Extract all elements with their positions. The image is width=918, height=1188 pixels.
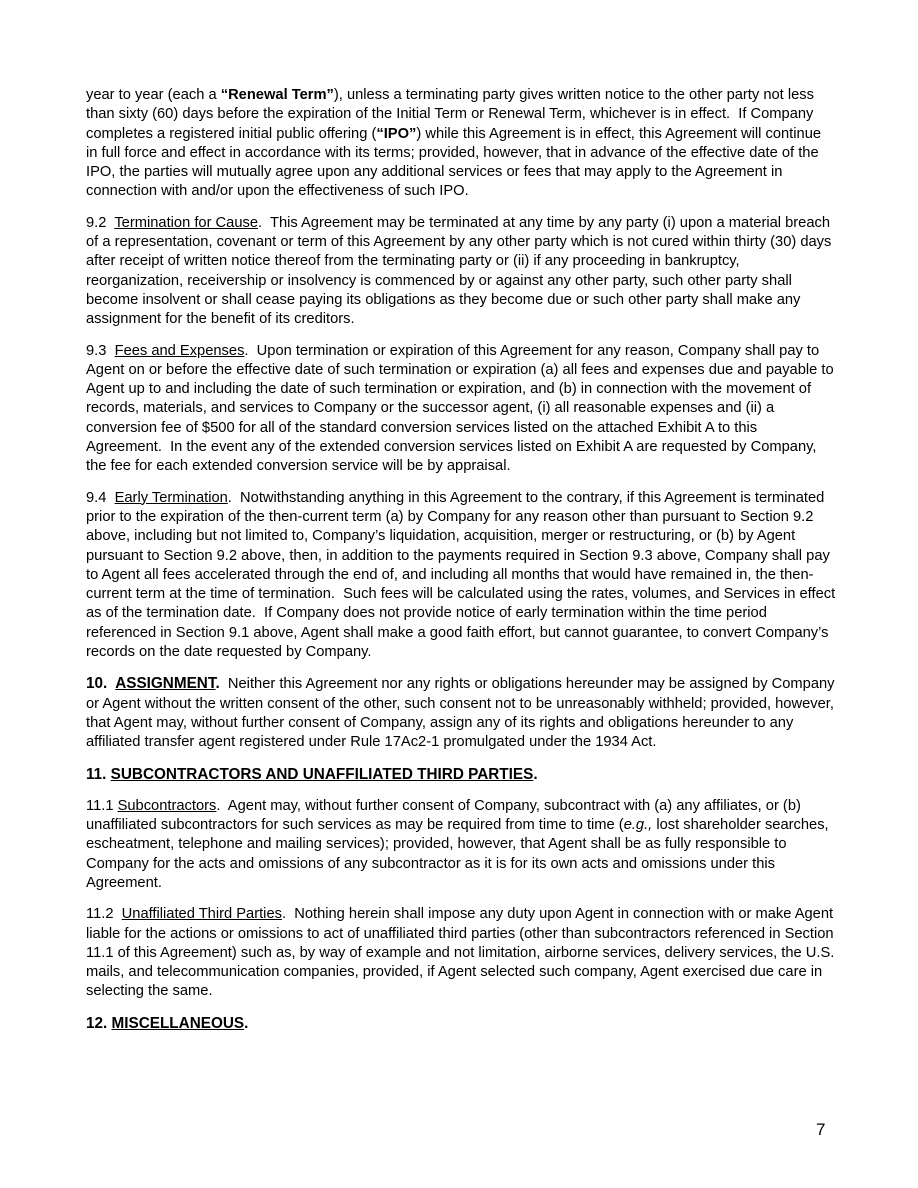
defined-term-ipo: “IPO” [376, 125, 417, 142]
section-number: 10. [86, 675, 116, 693]
paragraph-section-9-3 [86, 342, 836, 477]
section-subtitle-unaffiliated-third-parties: Unaffiliated Third Parties [121, 906, 282, 923]
section-number: 11. [86, 765, 111, 783]
section-title-period: . [244, 1014, 249, 1032]
latin-abbreviation-eg: e.g., [623, 817, 653, 834]
heading-section-11 [86, 765, 836, 785]
paragraph-section-11-1 [86, 797, 836, 893]
section-title-miscellaneous: MISCELLANEOUS [111, 1014, 245, 1032]
defined-term-renewal-term: “Renewal Term” [220, 87, 334, 103]
section-number: 11.1 [86, 797, 118, 814]
paragraph-renewal-term [86, 86, 836, 202]
heading-section-12 [86, 1014, 836, 1034]
document-body [86, 86, 836, 1046]
body-text: year to year (each a [86, 87, 221, 103]
body-text: . Agent may, without further consent of Company, subcontract with (a) any affiliates, or (b) unaffiliated subcontractors for such services as may be required from time to time ( [86, 797, 801, 834]
page-number: 7 [816, 1120, 826, 1139]
section-subtitle-subcontractors: Subcontractors [117, 797, 217, 814]
paragraph-section-9-2 [86, 214, 836, 330]
paragraph-section-9-4 [86, 489, 836, 663]
body-text: ) while this Agreement is in effect, this Agreement will continue in full force and effect in accordance with its terms; provided, however, that in advance of the effective date of the IPO, the parties will mutually agree upon any additional services or fees that may apply to the Agreement in connection with and/or upon the effectiveness of such IPO. [86, 125, 822, 200]
section-number: 12. [86, 1014, 112, 1032]
section-subtitle-early-termination: Early Termination [114, 489, 228, 506]
section-number: 9.3 [86, 342, 115, 359]
section-title-assignment: ASSIGNMENT [115, 675, 216, 693]
section-title-period: . [215, 675, 220, 693]
section-number: 11.2 [86, 906, 122, 923]
body-text: ), unless a terminating party gives written notice to the other party not less than sixty (60) days before the expiration of the Initial Term or Renewal Term, whichever is in effect. If Company completes a registered initial public offering ( [86, 87, 814, 142]
section-number: 9.2 [86, 214, 115, 231]
body-text: . Upon termination or expiration of this Agreement for any reason, Company shall pay to Agent on or before the effective date of such termination or expiration (a) all fees and expenses due and payable to Agent up to and including the date of such termination or expiration, and (b) in connection with the movement of records, materials, and services to Company or the successor agent, (i) all reasonable expenses and (ii) a conversion fee of $500 for all of the standard conversion services listed on the attached Exhibit A to this Agreement. In the event any of the extended conversion services listed on Exhibit A are requested by Company, the fee for each extended conversion service will be by appraisal. [86, 342, 834, 475]
section-title-subcontractors-and-unaffiliated-third-parties: SUBCONTRACTORS AND UNAFFILIATED THIRD PARTIES [110, 765, 534, 783]
body-text: . This Agreement may be terminated at any time by any party (i) upon a material breach of a representation, covenant or term of this Agreement by any other party which is not cured within thirty (30) days after receipt of written notice thereof from the terminating party or (ii) if any proceeding in bankruptcy, reorganization, receivership or insolvency is commenced by or against any other party, such other party shall become insolvent or shall cease paying its obligations as they become due or such other party shall make any assignment for the benefit of its creditors. [86, 214, 832, 328]
paragraph-section-11-2 [86, 905, 836, 1001]
section-title-period: . [533, 765, 538, 783]
body-text: Neither this Agreement nor any rights or obligations hereunder may be assigned by Company or Agent without the written consent of the other, such consent not to be unreasonably withheld; provided, however, that Agent may, without further consent of Company, assign any of its rights and obligations hereunder to any affiliated transfer agent registered under Rule 17Ac2-1 promulgated under the 1934 Act. [86, 676, 835, 751]
section-subtitle-fees-and-expenses: Fees and Expenses [114, 342, 245, 359]
body-text: . Notwithstanding anything in this Agreement to the contrary, if this Agreement is terminated prior to the expiration of the then-current term (a) by Company for any reason other than pursuant to Section 9.2 above, including but not limited to, Company’s liquidation, acquisition, merger or restructuring, or (b) by Agent pursuant to Section 9.2 above, then, in addition to the payments required in Section 9.3 above, Company shall pay to Agent all fees accelerated through the end of, and including all months that would have remained in, the then-current term at the time of termination. Such fees will be calculated using the rates, volumes, and Services in effect as of the termination date. If Company does not provide notice of early termination within the time period referenced in Section 9.1 above, Agent shall make a good faith effort, but cannot guarantee, to convert Company’s records on the date requested by Company. [86, 489, 836, 661]
paragraph-section-10-assignment [86, 674, 836, 752]
section-number: 9.4 [86, 489, 115, 506]
body-text: . Nothing herein shall impose any duty upon Agent in connection with or make Agent liable for the actions or omissions to act of unaffiliated third parties (other than subcontractors referenced in Section 11.1 of this Agreement) such as, by way of example and not limitation, airborne services, delivery services, the U.S. mails, and telecommunication companies, provided, if Agent selected such company, Agent exercised due care in selecting the same. [86, 906, 835, 1000]
section-subtitle-termination-for-cause: Termination for Cause [114, 214, 259, 231]
body-text: lost shareholder searches, escheatment, telephone and mailing services); provided, however, that Agent shall be as fully responsible to Company for the acts and omissions of any subcontractor as it is for its own acts and omissions under this Agreement. [86, 817, 829, 891]
